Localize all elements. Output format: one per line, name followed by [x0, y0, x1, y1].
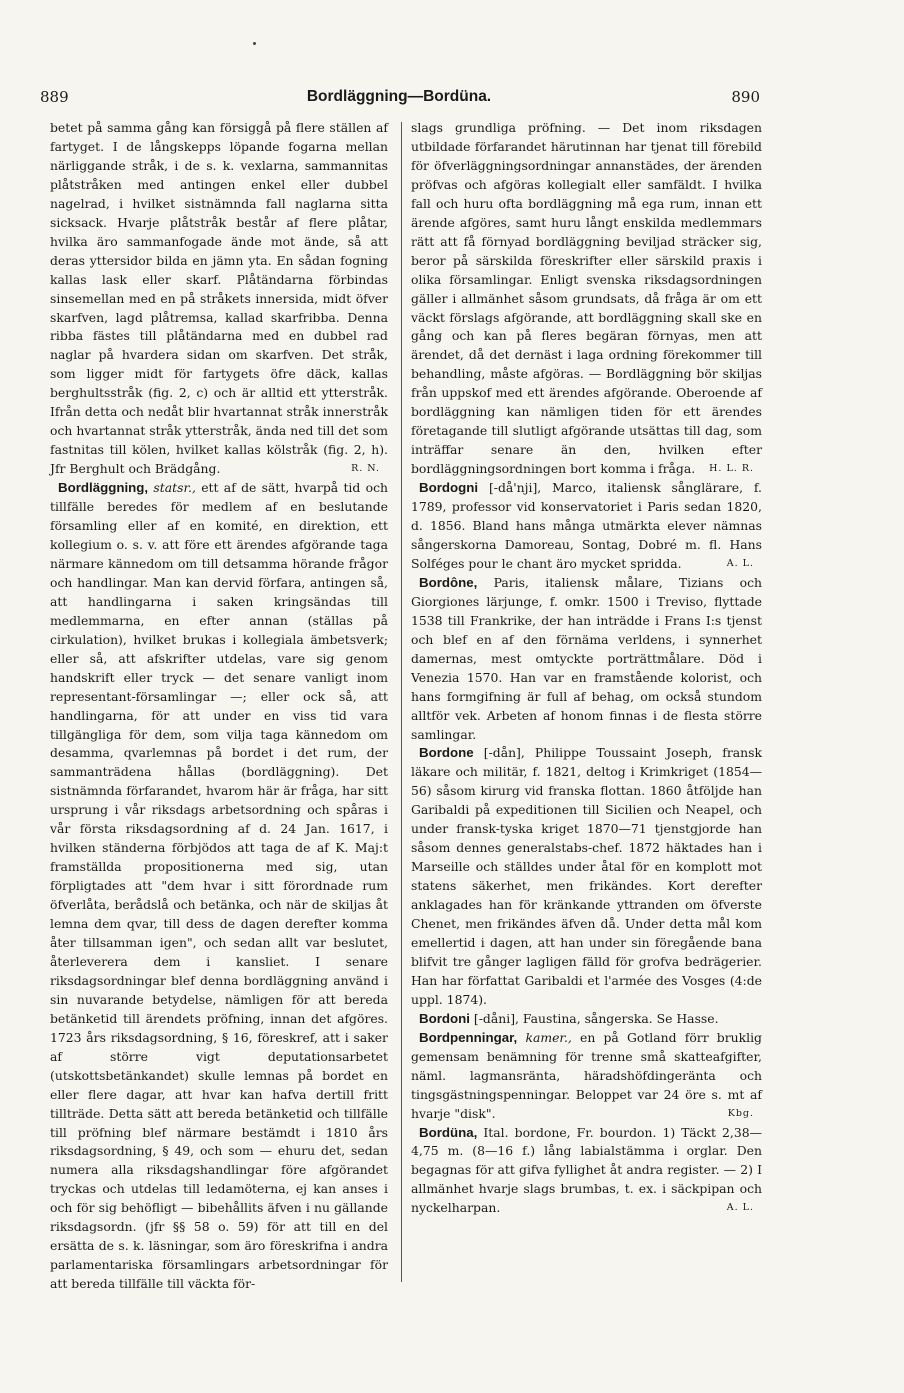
entry-bordpenningar — [411, 1029, 762, 1124]
entry-text: [-dåni], Faustina, sångerska. Se Hasse. — [469, 1010, 719, 1026]
entry-text: [-dån], Philippe Toussaint Joseph, fransk läkare och militär, f. 1821, deltog i Krimkriget (1854—56) såsom kirurg vid franska flottan. 1860 åtföljde han Garibaldi på expeditionen till Sicilien och Neapel, och under fransk-tyska kriget 1870—71 tjenstgjorde han såsom dennes generalstabs-chef. 1872 häktades han i Marseille och ställdes under åtal för en komplott mot statens säkerhet, men frikändes. Kort derefter anklagades han för kränkande yttranden om öfverste Chenet, men frikändes äfven då. Under detta mål kom emellertid i dagen, att han under sin föregående bana blifvit tre gånger lagligen fälld för grofva bedrägerier. Han har författat Garibaldi et l'armée des Vosges (4:de uppl. 1874). — [411, 745, 762, 1007]
entry-text: Ital. bordone, Fr. bourdon. 1) Täckt 2,38—4,75 m. (8—16 f.) lång labialstämma i orglar. Den begagnas för att gifva fyllighet åt andra register. — 2) I allmänhet hvarje slags brumbas, t. ex. i säckpipan och nyckelharpan. — [411, 1124, 762, 1216]
entry-bordone-philippe — [411, 744, 762, 1009]
headword: Bordone — [419, 745, 474, 761]
entry-continuation — [411, 119, 762, 479]
author-signature: H. L. R. — [709, 463, 754, 475]
left-column — [50, 119, 388, 1294]
entry-bordone-paris — [411, 574, 762, 745]
entry-text: slags grundliga pröfning. — Det inom riksdagen utbildade förfarandet härutinnan har tjenat till förebild för öfverläggningsordningar annanstädes, der ärenden pröfvas och afgöras kollegialt eller samfäldt. I hvilka fall och huru ofta bordläggning må ega rum, innan ett ärende afgöres, samt huru långt enskilda medlemmars rätt att få förnyad bordläggning beviljad sträcker sig, beror på särskilda föreskrifter eller särskild praxis i olika församlingar. Enligt svenska riksdagsordningen gäller i allmänhet såsom grundsats, då fråga är om ett väckt förslags afgörande, att bordläggning skall ske en gång och kan på fleres begäran förnyas, men att ärendet, då det dernäst i laga ordning förekommer till behandling, måste afgöras. — Bordläggning bör skiljas från uppskof med ett ärendes afgörande. Oberoende af bordläggning kan nämligen tiden för ett ärendes företagande till slutligt afgörande utsättas till dag, som inträffar senare än den, hvilken efter bordläggningsordningen bort komma i fråga. — [411, 120, 762, 477]
entry-text: [-då'nji], Marco, italiensk sånglärare, f. 1789, professor vid konservatoriet i Paris sedan 1820, d. 1856. Bland hans många utmärkta elever nämnas sångerskorna Damoreau, Sontag, Dobré m. fl. Hans Solféges pour le chant äro mycket spridda. — [411, 480, 762, 571]
headword: Bordoni — [419, 1010, 470, 1026]
running-title: Bordläggning—Bordüna. — [306, 88, 492, 105]
speck — [253, 42, 256, 45]
entry-bordogni — [411, 479, 762, 574]
abbreviation: kamer., — [525, 1029, 572, 1045]
left-page-number: 889 — [40, 88, 69, 106]
abbreviation: statsr., — [153, 480, 196, 496]
right-column — [411, 119, 762, 1218]
headword: Bordogni — [419, 480, 479, 496]
entry-continuation — [50, 119, 388, 479]
author-signature: A. L. — [726, 557, 754, 569]
entry-bordoni — [411, 1010, 762, 1029]
headword: Bordône, — [419, 574, 478, 590]
headword: Bordläggning, — [58, 480, 149, 496]
headword: Bordpenningar, — [419, 1029, 518, 1045]
author-signature: A. L. — [726, 1202, 754, 1214]
entry-bordlaggning — [50, 479, 388, 1294]
author-signature: Kbg. — [727, 1107, 754, 1119]
entry-text: betet på samma gång kan försiggå på flere ställen af fartyget. I de långskepps löpande fogarna mellan närliggande stråk, i de s. k. vexlarna, sammannitas plåtstråken med antingen enkel eller dubbel nagelrad, i hvilket sistnämnda fall naglarna sitta sicksack. Hvarje plåtstråk består af flere plåtar, hvilka äro sammanfogade ände mot ände, så att deras yttersidor bilda en jämn yta. En sådan fogning kallas lask eller skarf. Plåtändarna förbindas sinsemellan med en på stråkets innersida, midt öfver skarfven, lagd plåtremsa, kallad skarfribba. Denna ribba fästes till plåtändarna med en dubbel rad naglar på hvardera sidan om skarfven. Det stråk, som ligger midt för fartygets öfre däck, kallas berghultsstråk (fig. 2, c) och är alltid ett ytterstråk. Ifrån detta och nedåt blir hvartannat stråk innerstråk och hvartannat stråk ytterstråk, ända ned till det som fastnitas till kölen, hvilket kallas kölstråk (fig. 2, h). Jfr Berghult och Brädgång. — [50, 120, 388, 477]
entry-text: Paris, italiensk målare, Tizians och Giorgiones lärjunge, f. omkr. 1500 i Treviso, flyttade 1538 till Frankrike, der han inträdde i Frans I:s tjenst och blef en af den förnäma verldens, i synnerhet damernas, mest omtyckte porträttmålare. Död i Venezia 1570. Han var en framstående kolorist, och hans formgifning är full af behag, om också stundom alltför vek. Arbeten af honom finnas i de flesta större samlingar. — [411, 574, 762, 742]
right-page-number: 890 — [731, 88, 760, 106]
entry-text: ett af de sätt, hvarpå tid och tillfälle beredes för medlem af en beslutande församling eller af en komité, en direktion, ett kollegium o. s. v. att före ett ärendes afgörande taga närmare kännedom om till detsamma hörande frågor och handlingar. Man kan dervid förfara, antingen så, att handlingarna i saken kringsändas till medlemmarna, en efter annan (ställas på cirkulation), hvilket brukas i kollegiala ämbetsverk; eller så, att afskrifter utdelas, vare sig genom handskrift eller tryck — det senare vanligt inom representant-församlingar —; eller ock så, att handlingarna, för att under en viss tid vara tillgängliga för dem, som vilja taga kännedom om desamma, qvarlemnas på bordet i det rum, der sammanträdena hållas (bordläggning). Det sistnämnda förfarandet, hvarom här är fråga, har sitt ursprung i vår riksdags arbetsordning och spåras i vår första riksdagsordning af d. 24 Jan. 1617, i hvilken ständerna förbjödos att taga de af K. Maj:t framställda propositionerna med sig, utan förpligtades att "dem hvar i sitt förordnade rum öfverlåta, berådslå och betänka, och när de skiljas åt lemna dem qvar, till dess de dagen derefter komma åter tillsamman igen", och sedan allt var beslutet, återleverera dem i kansliet. I senare riksdagsordningar blef denna bordläggning använd i sin nuvarande betydelse, nämligen för att bereda betänketid till ärendets pröfning, innan det afgöres. 1723 års riksdagsordning, § 16, föreskref, att i saker af större vigt deputationsarbetet (utskottsbetänkandet) skulle lemnas på bordet en eller flere dagar, att hvar kan hafva dertill fritt tillträde. Detta sätt att bereda betänketid och tillfälle till pröfning blef närmare bestämdt i 1810 års riksdagsordning, § 49, och som — ehuru det, sedan numera alla riksdagshandlingar före afgörandet tryckas och utdelas till ledamöterna, ej kan anses i och för sig behöfligt — bibehållits äfven i nu gällande riksdagsordn. (jfr §§ 58 o. 59) för att till en del ersätta de s. k. läsningar, som äro föreskrifna i andra parlamentariska församlingars arbetsordningar för att bereda tillfälle till väckta för- — [50, 480, 388, 1292]
entry-text: en på Gotland förr bruklig gemensam benämning för trenne små skatteafgifter, näml. lagmansränta, häradshöfdingeränta och tingsgästningspenningar. Beloppet var 24 öre s. mt af hvarje "disk". — [411, 1029, 762, 1121]
author-signature: R. N. — [351, 463, 380, 475]
headword: Bordüna, — [419, 1124, 478, 1140]
entry-borduna — [411, 1124, 762, 1219]
column-divider — [401, 122, 402, 1282]
